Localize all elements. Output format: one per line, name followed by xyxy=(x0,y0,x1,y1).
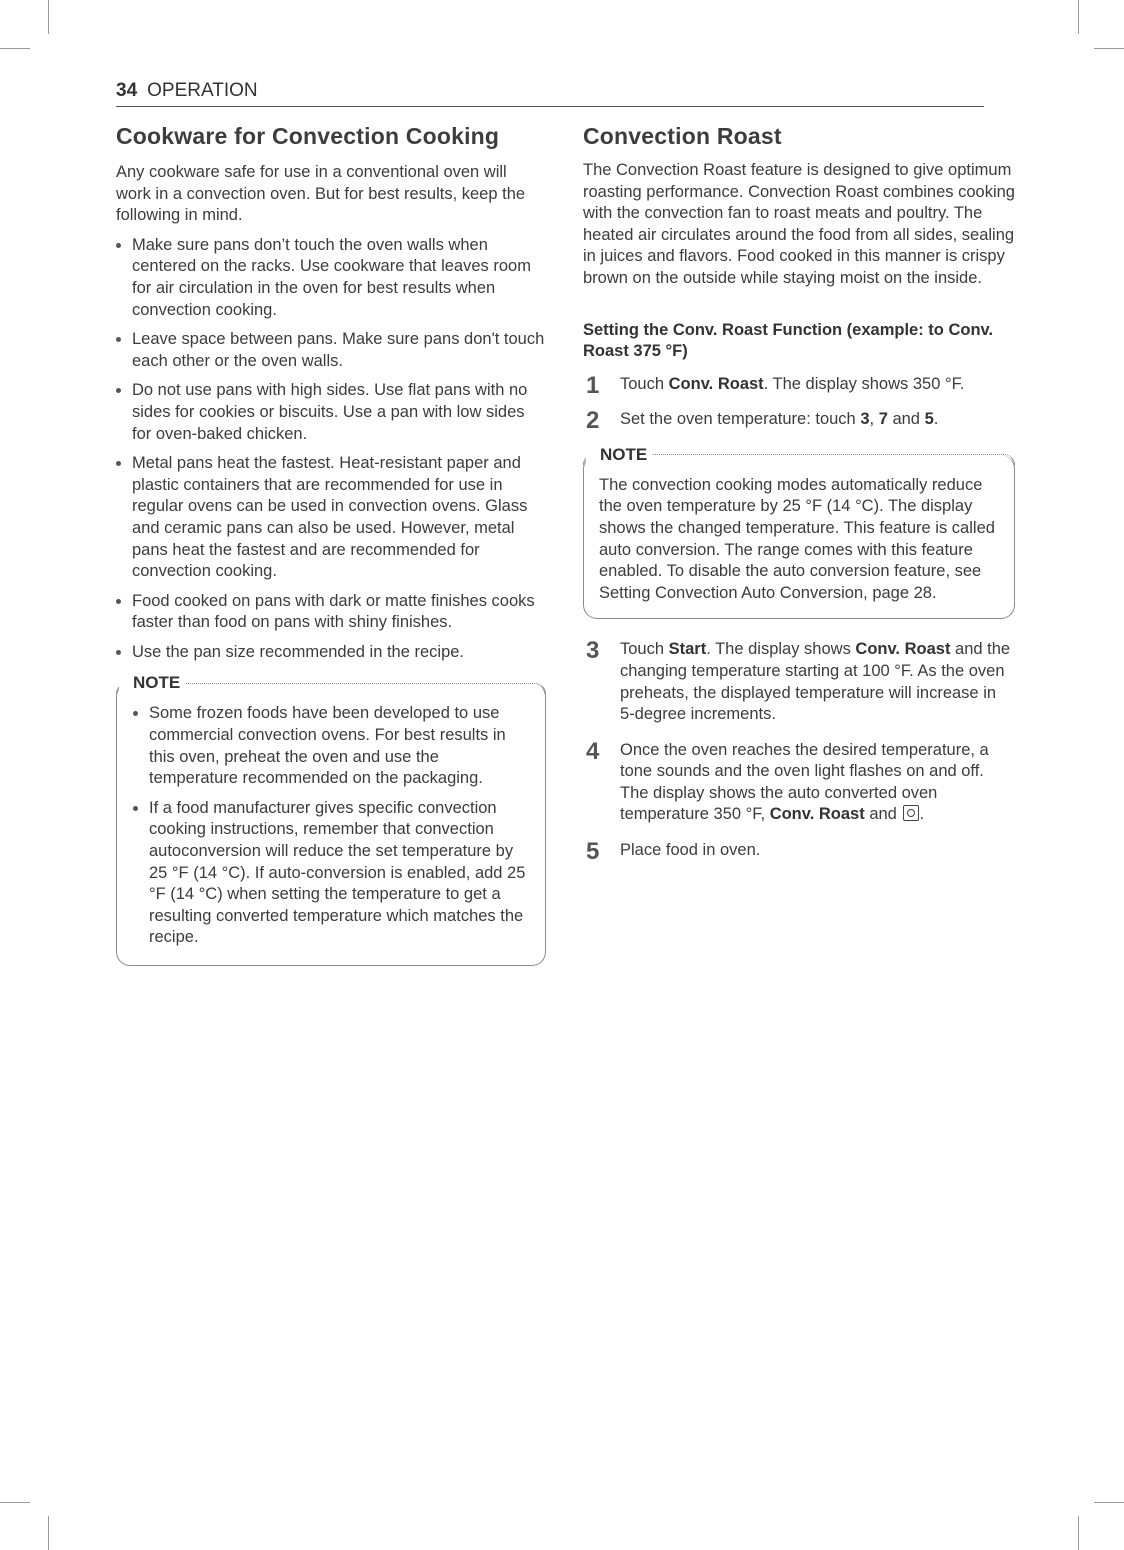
step-text: Once the oven reaches the desired temperature, a tone sounds and the oven light flashes on and off. The display shows the auto converted oven temperature 350 °F, xyxy=(620,740,989,824)
list-item-text: Make sure pans don’t touch the oven walls when centered on the racks. Use cookware that leaves room for air circulation in the oven for best results when convection cooking. xyxy=(132,235,531,319)
list-item xyxy=(116,380,546,445)
crop-mark xyxy=(48,0,49,34)
step-number: 5 xyxy=(586,838,600,866)
cookware-intro: Any cookware safe for use in a conventional oven will work in a convection oven. But for best results, keep the following in mind. xyxy=(116,163,526,225)
step-text: . xyxy=(919,805,925,824)
list-item xyxy=(116,453,546,583)
cookware-bullet-list xyxy=(116,235,546,664)
step-text: Touch xyxy=(620,640,669,659)
bullet-icon xyxy=(116,599,121,604)
note-bullet-list xyxy=(133,703,531,949)
step-number: 3 xyxy=(586,637,600,665)
step-emphasis: Conv. Roast xyxy=(855,640,951,659)
convection-roast-heading: Convection Roast xyxy=(583,123,782,149)
note-rule xyxy=(653,454,1015,465)
crop-mark xyxy=(0,1502,30,1503)
list-item-text: Do not use pans with high sides. Use flat pans with no sides for cookies or biscuits. Use a pan with low sides for oven-baked chicken. xyxy=(132,381,528,443)
step-emphasis: Start xyxy=(668,640,707,659)
right-column xyxy=(583,122,1015,876)
note-label: NOTE xyxy=(586,445,653,465)
list-item xyxy=(116,235,546,321)
page-number: 34 xyxy=(116,80,138,101)
list-item-text: Some frozen foods have been developed to use commercial convection ovens. For best results in this oven, preheat the oven and use the temperature recommended on the packaging. xyxy=(149,704,506,788)
section-title: OPERATION xyxy=(147,80,258,101)
step-text: . The display shows xyxy=(706,640,856,659)
step-text: and xyxy=(887,410,925,429)
setting-subheading: Setting the Conv. Roast Function (example: to Conv. Roast 375 °F) xyxy=(583,320,994,360)
bullet-icon xyxy=(116,461,121,466)
bullet-icon xyxy=(116,337,121,342)
step-number: 4 xyxy=(586,737,600,765)
bullet-icon xyxy=(116,650,121,655)
step-4 xyxy=(583,737,1015,826)
list-item-text: Leave space between pans. Make sure pans don't touch each other or the oven walls. xyxy=(132,330,545,370)
step-emphasis: Conv. Roast xyxy=(769,805,865,824)
cookware-note-box xyxy=(116,673,546,966)
step-text: Place food in oven. xyxy=(620,841,761,860)
step-number: 2 xyxy=(586,407,600,435)
step-text: Set the oven temperature: touch xyxy=(620,410,861,429)
bullet-icon xyxy=(133,711,138,716)
convection-roast-note-box xyxy=(583,444,1015,620)
convection-roast-intro: The Convection Roast feature is designed to give optimum roasting performance. Convection Roast combines cooking with the convection fan to roast meats and poultry. The heated air circulates around the food from all sides, sealing in juices and flavors. Food cooked in this manner is crispy brown on the outside while staying moist on the inside. xyxy=(583,161,1015,287)
note-label: NOTE xyxy=(119,673,186,693)
crop-mark xyxy=(0,48,30,49)
list-item xyxy=(133,798,531,949)
step-text: . The display shows 350 °F. xyxy=(763,374,965,393)
left-column xyxy=(116,122,546,966)
step-text: Touch xyxy=(620,374,669,393)
step-text: and the changing temperature starting at 100 °F. As the oven preheats, the displayed temperature will increase in 5-degree increments. xyxy=(620,640,1011,724)
step-text: and xyxy=(864,805,902,824)
step-number: 1 xyxy=(586,371,600,399)
crop-mark xyxy=(48,1516,49,1550)
step-emphasis: 3 xyxy=(860,410,870,429)
list-item xyxy=(133,703,531,789)
note-text: The convection cooking modes automatically reduce the oven temperature by 25 °F (14 °C). The display shows the changed temperature. This feature is called auto conversion. The range comes with this feature enabled. To disable the auto conversion feature, see Setting Convection Auto Conversion, page 28. xyxy=(599,475,995,602)
bullet-icon xyxy=(116,243,121,248)
crop-mark xyxy=(1094,1502,1124,1503)
cookware-heading: Cookware for Convection Cooking xyxy=(116,123,500,149)
step-emphasis: Conv. Roast xyxy=(668,374,764,393)
note-rule xyxy=(186,683,546,694)
step-emphasis: 5 xyxy=(924,410,934,429)
note-title-bar xyxy=(583,445,1015,465)
crop-mark xyxy=(1078,1516,1079,1550)
step-3 xyxy=(583,639,1015,725)
convection-fan-display-icon xyxy=(903,805,919,821)
step-1 xyxy=(583,371,1015,399)
page-header xyxy=(116,80,984,107)
step-5 xyxy=(583,838,1015,866)
crop-mark xyxy=(1094,48,1124,49)
note-title-bar xyxy=(116,673,546,693)
list-item xyxy=(116,642,546,664)
list-item xyxy=(116,591,546,634)
list-item xyxy=(116,329,546,372)
list-item-text: Metal pans heat the fastest. Heat-resistant paper and plastic containers that are recommended for use in regular ovens can be used in convection ovens. Glass and ceramic pans can also be used. However, metal pans heat the fastest and are recommended for convection cooking. xyxy=(132,454,528,581)
bullet-icon xyxy=(133,806,138,811)
step-text: . xyxy=(933,410,939,429)
step-2 xyxy=(583,407,1015,435)
list-item-text: Use the pan size recommended in the recipe. xyxy=(132,642,465,661)
crop-mark xyxy=(1078,0,1079,34)
list-item-text: Food cooked on pans with dark or matte finishes cooks faster than food on pans with shiny finishes. xyxy=(132,591,535,632)
bullet-icon xyxy=(116,388,121,393)
list-item-text: If a food manufacturer gives specific convection cooking instructions, remember that convection autoconversion will reduce the set temperature by 25 °F (14 °C). If auto-conversion is enabled, add 25 °F (14 °C) when setting the temperature to get a resulting converted temperature which matches the recipe. xyxy=(149,798,526,947)
step-emphasis: 7 xyxy=(878,410,888,429)
step-text: , xyxy=(869,410,879,429)
